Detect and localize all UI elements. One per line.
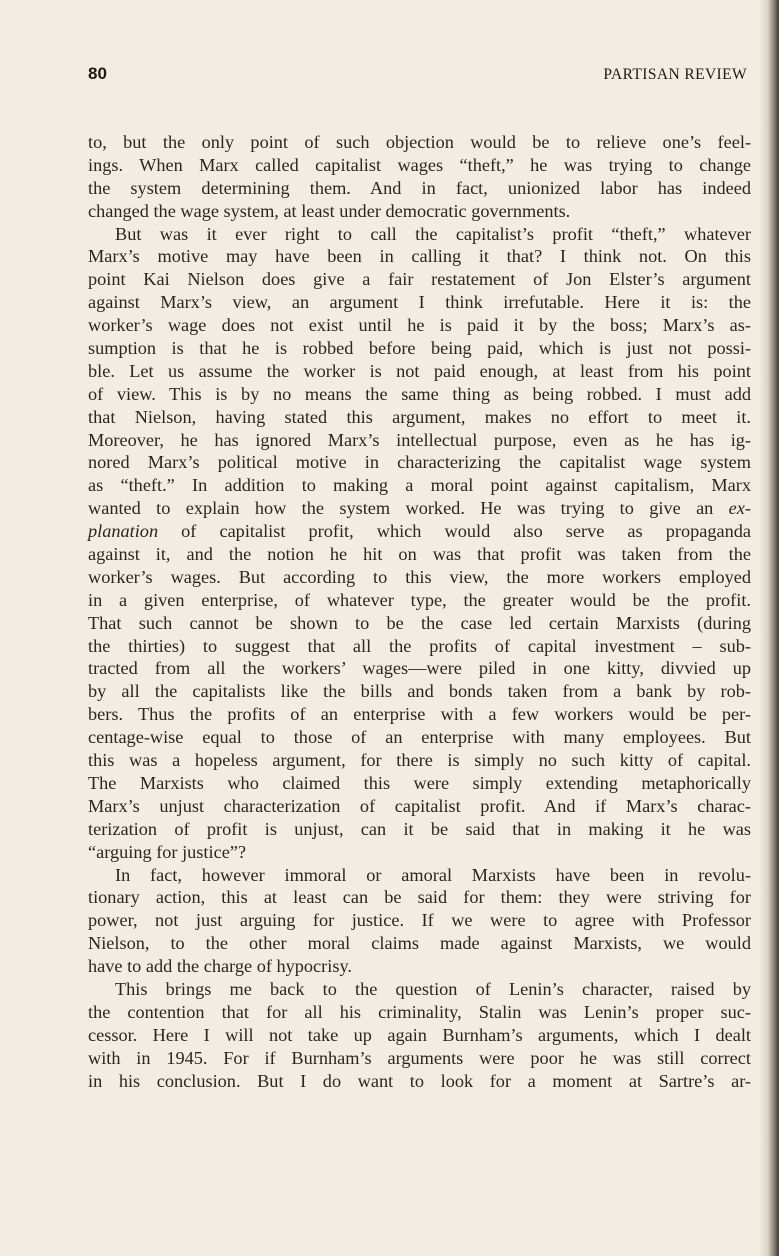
text-line: changed the wage system, at least under democratic governments. [88,200,571,221]
text-line: That such cannot be shown to be the case led certain Marxists (during [88,612,751,633]
text-line: tracted from all the workers’ wages—were piled in one kitty, divvied up [88,658,751,679]
text-line: This brings me back to the question of Lenin’s character, raised by [115,978,751,999]
text-line: Marx’s motive may have been in calling it that? I think not. On this [88,246,751,267]
text-line: by all the capitalists like the bills and bonds taken from a bank by rob- [88,681,751,702]
text-line: power, not just arguing for justice. If we were to agree with Professor [88,910,751,931]
text-line: Marx’s unjust characterization of capitalist profit. And if Marx’s charac- [88,795,751,816]
text-line: bers. Thus the profits of an enterprise with a few workers would be per- [88,704,751,725]
text-line: in his conclusion. But I do want to look for a moment at Sartre’s ar- [88,1070,751,1091]
text-line: nored Marx’s political motive in characterizing the capitalist wage system [88,452,751,473]
text-line: ings. When Marx called capitalist wages “theft,” he was trying to change [88,154,751,175]
text-line: the thirties) to suggest that all the profits of capital investment – sub- [88,635,751,656]
running-head: PARTISAN REVIEW [603,66,747,83]
text-line: planation of capitalist profit, which would also serve as propaganda [88,521,751,542]
text-line: tionary action, this at least can be said for them: they were striving for [88,887,751,908]
text-line: worker’s wage does not exist until he is paid it by the boss; Marx’s as- [88,315,751,336]
page-gutter-shadow [759,0,779,1256]
text-line: cessor. Here I will not take up again Burnham’s arguments, which I dealt [88,1024,751,1045]
text-line: of view. This is by no means the same thing as being robbed. I must add [88,383,751,404]
text-line: In fact, however immoral or amoral Marxists have been in revolu- [115,864,751,885]
text-line: this was a hopeless argument, for there is simply no such kitty of capital. [88,750,751,771]
text-line: wanted to explain how the system worked. He was trying to give an ex- [88,498,751,519]
text-line: sumption is that he is robbed before being paid, which is just not possi- [88,338,751,359]
text-line: in a given enterprise, of whatever type, the greater would be the profit. [88,589,751,610]
text-line: terization of profit is unjust, can it be said that in making it he was [88,818,751,839]
text-line: the contention that for all his criminality, Stalin was Lenin’s proper suc- [88,1001,751,1022]
text-line: against it, and the notion he hit on was that profit was taken from the [88,544,751,565]
text-line: Moreover, he has ignored Marx’s intellectual purpose, even as he has ig- [88,429,751,450]
text-line: the system determining them. And in fact, unionized labor has indeed [88,177,751,198]
text-line: But was it ever right to call the capitalist’s profit “theft,” whatever [115,223,751,244]
text-line: centage-wise equal to those of an enterprise with many employees. But [88,727,751,748]
text-line: to, but the only point of such objection would be to relieve one’s feel- [88,132,751,152]
text-line: worker’s wages. But according to this view, the more workers employed [88,566,751,587]
text-line: The Marxists who claimed this were simply extending metaphorically [88,772,751,793]
body-text [88,131,751,1092]
text-line: “arguing for justice”? [88,841,247,862]
text-line: point Kai Nielson does give a fair restatement of Jon Elster’s argument [88,269,751,290]
text-line: as “theft.” In addition to making a moral point against capitalism, Marx [88,475,751,496]
text-line: that Nielson, having stated this argument, makes no effort to meet it. [88,406,751,427]
text-line: have to add the charge of hypocrisy. [88,956,352,977]
text-line: Nielson, to the other moral claims made against Marxists, we would [88,933,751,954]
page-number: 80 [88,64,107,83]
text-line: ble. Let us assume the worker is not paid enough, at least from his point [88,360,751,381]
text-line: against Marx’s view, an argument I think irrefutable. Here it is: the [88,292,751,313]
text-line: with in 1945. For if Burnham’s arguments were poor he was still correct [88,1047,751,1068]
